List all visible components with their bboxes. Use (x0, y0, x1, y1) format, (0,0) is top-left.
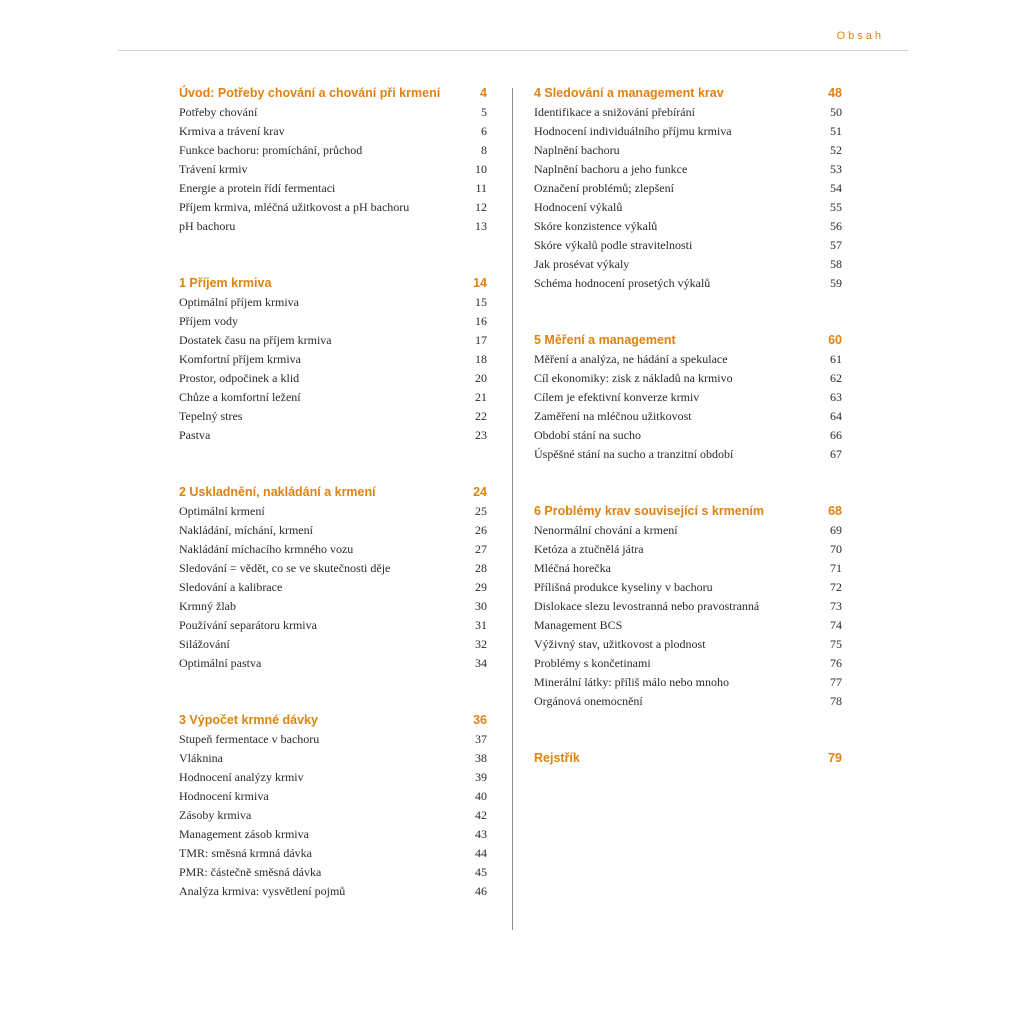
toc-section (534, 331, 842, 464)
section-page: 68 (828, 504, 842, 518)
section-title: 1 Příjem krmiva (179, 276, 272, 290)
toc-entry[interactable] (179, 844, 487, 863)
column-divider (512, 88, 513, 930)
entry-page: 61 (830, 352, 842, 366)
entry-page: 10 (475, 162, 487, 176)
entry-page: 32 (475, 637, 487, 651)
entry-page: 13 (475, 219, 487, 233)
entry-title: Pastva (179, 428, 211, 442)
entry-title: Sledování a kalibrace (179, 580, 283, 594)
section-heading[interactable] (534, 331, 842, 350)
toc-entry[interactable] (534, 540, 842, 559)
toc-section (534, 502, 842, 711)
entry-title: Naplnění bachoru (534, 143, 620, 157)
entry-title: Ketóza a ztučnělá játra (534, 542, 644, 556)
entry-title: Příjem krmiva, mléčná užitkovost a pH bachoru (179, 200, 410, 214)
entry-title: Krmný žlab (179, 599, 236, 613)
entry-title: Skóre výkalů podle stravitelnosti (534, 238, 693, 252)
toc-entry[interactable] (534, 578, 842, 597)
entry-title: Tepelný stres (179, 409, 243, 423)
entry-title: Nakládání, míchání, krmení (179, 523, 313, 537)
running-head: Obsah (836, 30, 884, 42)
toc-entry[interactable] (179, 597, 487, 616)
toc-entry[interactable] (179, 768, 487, 787)
entry-title: Funkce bachoru: promíchání, průchod (179, 143, 363, 157)
entry-page: 43 (475, 827, 487, 841)
toc-entry[interactable] (534, 616, 842, 635)
toc-entry[interactable] (179, 160, 487, 179)
toc-entry[interactable] (179, 540, 487, 559)
toc-entry[interactable] (534, 179, 842, 198)
entry-title: Schéma hodnocení prosetých výkalů (534, 276, 711, 290)
entry-page: 34 (475, 656, 487, 670)
toc-entry[interactable] (534, 521, 842, 540)
section-page: 79 (828, 751, 842, 765)
entry-title: Identifikace a snižování přebírání (534, 105, 695, 119)
entry-page: 44 (475, 846, 487, 860)
toc-section (179, 84, 487, 236)
toc-section (179, 483, 487, 673)
toc-entry[interactable] (179, 407, 487, 426)
section-page: 60 (828, 333, 842, 347)
toc-entry[interactable] (179, 749, 487, 768)
entry-title: Management BCS (534, 618, 623, 632)
entry-title: Prostor, odpočinek a klid (179, 371, 300, 385)
entry-page: 29 (475, 580, 487, 594)
entry-page: 11 (475, 181, 487, 195)
toc-entry[interactable] (179, 578, 487, 597)
toc-entry[interactable] (534, 635, 842, 654)
section-title: 2 Uskladnění, nakládání a krmení (179, 485, 376, 499)
entry-page: 22 (475, 409, 487, 423)
entry-title: Dislokace slezu levostranná nebo pravostranná (534, 599, 760, 613)
entry-title: Hodnocení krmiva (179, 789, 269, 803)
entry-title: Optimální příjem krmiva (179, 295, 299, 309)
entry-title: Trávení krmiv (179, 162, 248, 176)
toc-section (534, 84, 842, 293)
entry-page: 78 (830, 694, 842, 708)
entry-page: 52 (830, 143, 842, 157)
entry-page: 59 (830, 276, 842, 290)
entry-title: Příjem vody (179, 314, 238, 328)
entry-page: 56 (830, 219, 842, 233)
toc-entry[interactable] (534, 673, 842, 692)
entry-page: 6 (481, 124, 487, 138)
toc-entry[interactable] (534, 255, 842, 274)
toc-entry[interactable] (179, 806, 487, 825)
section-page: 48 (828, 86, 842, 100)
entry-page: 39 (475, 770, 487, 784)
entry-title: Mléčná horečka (534, 561, 611, 575)
toc-entry[interactable] (179, 217, 487, 236)
toc-entry[interactable] (534, 103, 842, 122)
entry-page: 31 (475, 618, 487, 632)
section-heading[interactable] (179, 711, 487, 730)
entry-page: 62 (830, 371, 842, 385)
toc-entry[interactable] (179, 350, 487, 369)
toc-entry[interactable] (179, 730, 487, 749)
entry-page: 54 (830, 181, 842, 195)
entry-title: Hodnocení individuálního příjmu krmiva (534, 124, 732, 138)
entry-page: 46 (475, 884, 487, 898)
section-title: 3 Výpočet krmné dávky (179, 713, 318, 727)
entry-title: Stupeň fermentace v bachoru (179, 732, 320, 746)
section-heading[interactable] (179, 84, 487, 103)
entry-title: Cíl ekonomiky: zisk z nákladů na krmivo (534, 371, 733, 385)
toc-entry[interactable] (534, 654, 842, 673)
entry-title: Nenormální chování a krmení (534, 523, 678, 537)
toc-entry[interactable] (179, 141, 487, 160)
toc-entry[interactable] (179, 635, 487, 654)
toc-entry[interactable] (179, 331, 487, 350)
entry-page: 64 (830, 409, 842, 423)
entry-page: 26 (475, 523, 487, 537)
section-heading[interactable] (534, 84, 842, 103)
entry-page: 5 (481, 105, 487, 119)
entry-title: Optimální krmení (179, 504, 265, 518)
toc-entry[interactable] (179, 616, 487, 635)
toc-entry[interactable] (534, 388, 842, 407)
entry-page: 45 (475, 865, 487, 879)
entry-page: 25 (475, 504, 487, 518)
section-title: 4 Sledování a management krav (534, 86, 724, 100)
entry-page: 28 (475, 561, 487, 575)
entry-page: 72 (830, 580, 842, 594)
toc-entry[interactable] (179, 502, 487, 521)
toc-entry[interactable] (179, 787, 487, 806)
entry-title: Hodnocení analýzy krmiv (179, 770, 304, 784)
entry-page: 16 (475, 314, 487, 328)
entry-title: Cílem je efektivní konverze krmiv (534, 390, 700, 404)
entry-title: Vláknina (179, 751, 223, 765)
entry-page: 12 (475, 200, 487, 214)
entry-title: Sledování = vědět, co se ve skutečnosti děje (179, 561, 391, 575)
toc-entry[interactable] (534, 122, 842, 141)
entry-page: 55 (830, 200, 842, 214)
entry-page: 58 (830, 257, 842, 271)
toc-entry[interactable] (534, 559, 842, 578)
toc-entry[interactable] (534, 692, 842, 711)
toc-entry[interactable] (534, 274, 842, 293)
section-title: Rejstřík (534, 751, 580, 765)
toc-section (179, 274, 487, 445)
entry-title: Krmiva a trávení krav (179, 124, 285, 138)
toc-entry[interactable] (534, 426, 842, 445)
toc-right-column (534, 84, 842, 806)
toc-entry[interactable] (179, 559, 487, 578)
toc-entry[interactable] (534, 597, 842, 616)
entry-page: 15 (475, 295, 487, 309)
entry-title: Používání separátoru krmiva (179, 618, 317, 632)
entry-title: Zaměření na mléčnou užitkovost (534, 409, 692, 423)
toc-entry[interactable] (179, 863, 487, 882)
toc-entry[interactable] (179, 293, 487, 312)
entry-title: Management zásob krmiva (179, 827, 309, 841)
entry-title: Výživný stav, užitkovost a plodnost (534, 637, 706, 651)
section-title: Úvod: Potřeby chování a chování při krmení (179, 86, 441, 100)
section-page: 24 (473, 485, 487, 499)
toc-entry[interactable] (179, 198, 487, 217)
toc-entry[interactable] (534, 160, 842, 179)
entry-title: Optimální pastva (179, 656, 262, 670)
entry-title: Úspěšné stání na sucho a tranzitní období (534, 447, 734, 461)
entry-title: Komfortní příjem krmiva (179, 352, 301, 366)
entry-page: 18 (475, 352, 487, 366)
entry-title: Jak prosévat výkaly (534, 257, 630, 271)
entry-title: Skóre konzistence výkalů (534, 219, 658, 233)
entry-page: 17 (475, 333, 487, 347)
entry-page: 20 (475, 371, 487, 385)
toc-left-column (179, 84, 487, 939)
entry-title: Nakládání míchacího krmného vozu (179, 542, 354, 556)
entry-page: 50 (830, 105, 842, 119)
entry-title: Energie a protein řídí fermentaci (179, 181, 336, 195)
entry-page: 73 (830, 599, 842, 613)
entry-page: 77 (830, 675, 842, 689)
entry-page: 53 (830, 162, 842, 176)
entry-page: 30 (475, 599, 487, 613)
section-heading[interactable] (179, 274, 487, 293)
entry-title: Dostatek času na příjem krmiva (179, 333, 332, 347)
toc-section (534, 749, 842, 768)
entry-title: Silážování (179, 637, 230, 651)
entry-title: TMR: směsná krmná dávka (179, 846, 312, 860)
entry-title: Orgánová onemocnění (534, 694, 643, 708)
section-page: 4 (480, 86, 487, 100)
entry-page: 51 (830, 124, 842, 138)
entry-page: 23 (475, 428, 487, 442)
section-page: 36 (473, 713, 487, 727)
toc-entry[interactable] (179, 426, 487, 445)
entry-page: 75 (830, 637, 842, 651)
entry-title: Potřeby chování (179, 105, 258, 119)
toc-entry[interactable] (179, 388, 487, 407)
entry-page: 74 (830, 618, 842, 632)
entry-page: 66 (830, 428, 842, 442)
toc-entry[interactable] (179, 825, 487, 844)
toc-entry[interactable] (179, 882, 487, 901)
entry-page: 37 (475, 732, 487, 746)
toc-entry[interactable] (534, 236, 842, 255)
entry-title: Problémy s končetinami (534, 656, 651, 670)
section-page: 14 (473, 276, 487, 290)
toc-entry[interactable] (179, 103, 487, 122)
entry-page: 67 (830, 447, 842, 461)
toc-entry[interactable] (534, 369, 842, 388)
entry-title: Období stání na sucho (534, 428, 641, 442)
entry-title: Zásoby krmiva (179, 808, 252, 822)
toc-entry[interactable] (179, 369, 487, 388)
entry-page: 42 (475, 808, 487, 822)
entry-title: Naplnění bachoru a jeho funkce (534, 162, 688, 176)
entry-title: PMR: částečně směsná dávka (179, 865, 322, 879)
toc-entry[interactable] (534, 350, 842, 369)
entry-title: Přílišná produkce kyseliny v bachoru (534, 580, 713, 594)
toc-entry[interactable] (179, 179, 487, 198)
toc-entry[interactable] (179, 521, 487, 540)
toc-entry[interactable] (534, 407, 842, 426)
entry-page: 21 (475, 390, 487, 404)
entry-page: 69 (830, 523, 842, 537)
entry-page: 76 (830, 656, 842, 670)
toc-entry[interactable] (534, 445, 842, 464)
entry-page: 63 (830, 390, 842, 404)
entry-page: 38 (475, 751, 487, 765)
section-title: 6 Problémy krav související s krmením (534, 504, 764, 518)
entry-page: 57 (830, 238, 842, 252)
toc-entry[interactable] (179, 122, 487, 141)
entry-title: pH bachoru (179, 219, 236, 233)
entry-page: 40 (475, 789, 487, 803)
entry-page: 8 (481, 143, 487, 157)
toc-entry[interactable] (179, 654, 487, 673)
toc-section (179, 711, 487, 901)
entry-title: Měření a analýza, ne hádání a spekulace (534, 352, 728, 366)
entry-title: Hodnocení výkalů (534, 200, 623, 214)
toc-entry[interactable] (179, 312, 487, 331)
section-title: 5 Měření a management (534, 333, 676, 347)
section-heading[interactable] (534, 502, 842, 521)
entry-title: Minerální látky: příliš málo nebo mnoho (534, 675, 729, 689)
entry-page: 27 (475, 542, 487, 556)
toc-entry[interactable] (534, 141, 842, 160)
toc-entry[interactable] (534, 217, 842, 236)
index-heading[interactable] (534, 749, 842, 768)
section-heading[interactable] (179, 483, 487, 502)
entry-title: Analýza krmiva: vysvětlení pojmů (179, 884, 346, 898)
entry-page: 71 (830, 561, 842, 575)
entry-title: Chůze a komfortní ležení (179, 390, 301, 404)
entry-title: Označení problémů; zlepšení (534, 181, 674, 195)
toc-entry[interactable] (534, 198, 842, 217)
header-divider (118, 50, 908, 51)
entry-page: 70 (830, 542, 842, 556)
